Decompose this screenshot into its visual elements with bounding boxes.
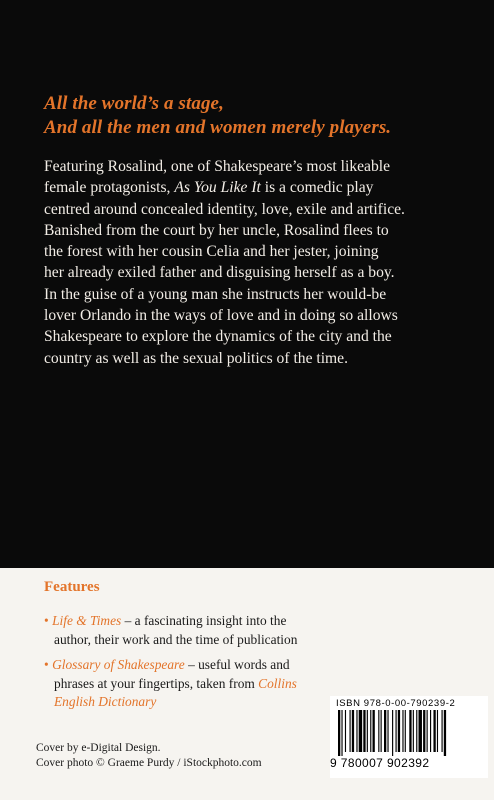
bullet-icon: • [44,657,49,672]
quote-line-1: All the world’s a stage, [44,93,224,114]
blurb-line: country as well as the sexual politics of the time. [44,349,349,367]
blurb-line: Shakespeare to explore the dynamics of the city and the [44,328,392,346]
blurb-line: Featuring Rosalind, one of Shakespeare’s most likeable [44,158,391,175]
book-blurb [44,156,462,369]
blurb-text: is a comedic play [260,179,374,197]
bullet-icon: • [44,613,49,628]
feature-item-life-times [44,612,334,649]
play-title: As You Like It [174,179,261,197]
barcode-digits: 9 780007 902392 [330,756,430,770]
isbn-label: ISBN 978-0-00-790239-2 [336,698,456,709]
dictionary-name: Collins [258,675,297,691]
feature-text: – a fascinating insight into the [121,613,287,628]
blurb-text: female protagonists, [44,179,175,197]
epigraph-quote [44,92,464,140]
blurb-line: her already exiled father and disguising herself as a boy. [44,264,395,282]
isbn-barcode [330,696,488,778]
feature-highlight: Life & Times [52,613,122,628]
blurb-line: Banished from the court by her uncle, Rosalind flees to [44,221,389,239]
dictionary-name: English Dictionary [54,694,157,709]
feature-text: – useful words and [184,657,290,672]
feature-item-glossary [44,656,334,712]
features-heading: Features [44,579,100,595]
cover-design-credit: Cover by e-Digital Design. [36,742,161,754]
blurb-line: lover Orlando in the ways of love and in doing so allows [44,307,398,325]
cover-credits [36,741,262,771]
feature-highlight: Glossary of Shakespeare [52,657,185,672]
feature-text: author, their work and the time of publication [54,631,298,647]
blurb-line: In the guise of a young man she instructs her would-be [44,285,387,303]
barcode-bars [338,710,484,756]
feature-text: phrases at your fingertips, taken from [54,675,259,691]
blurb-line [44,177,462,198]
blurb-line: centred around concealed identity, love, exile and artifice. [44,200,405,218]
blurb-line: the forest with her cousin Celia and her jester, joining [44,243,379,261]
quote-line-2: And all the men and women merely players. [44,117,392,138]
cover-photo-credit: Cover photo © Graeme Purdy / iStockphoto.com [36,757,262,769]
